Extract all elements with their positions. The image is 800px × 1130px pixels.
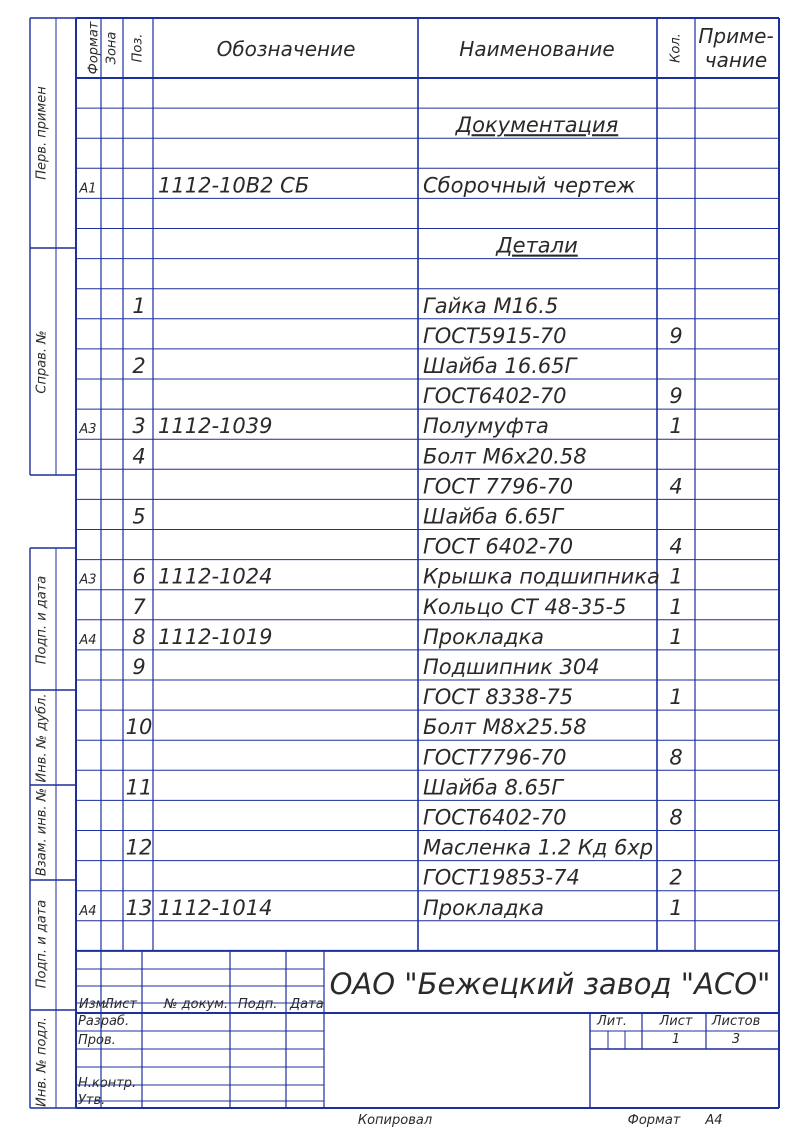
- sheet-footer: [358, 1113, 723, 1128]
- cell-qty: 1: [669, 685, 683, 710]
- cell-name: Крышка подшипника: [423, 564, 660, 589]
- cell-name: Шайба 6.65Г: [423, 504, 563, 529]
- cell-format: А3: [79, 422, 97, 438]
- cell-pos: 11: [125, 775, 153, 800]
- cell-qty: 2: [669, 865, 683, 890]
- company-name: ОАО "Бежецкий завод "АСО": [329, 967, 771, 1001]
- cell-pos: 2: [132, 354, 146, 378]
- cell-name: Болт М8х25.58: [423, 715, 587, 740]
- side-strip: [35, 86, 50, 1107]
- cell-name: ГОСТ 7796-70: [423, 474, 574, 499]
- cell-pos: 4: [132, 444, 146, 469]
- cell-name: Кольцо СТ 48-35-5: [423, 594, 627, 619]
- table-header: [87, 21, 774, 74]
- title-block: [78, 967, 770, 1108]
- title-nkontr: Н.контр.: [78, 1076, 137, 1091]
- cell-pos: 12: [125, 835, 153, 860]
- footer-format-value: А4: [705, 1113, 723, 1128]
- footer-format-label: Формат: [627, 1113, 681, 1128]
- cell-name: Шайба 16.65Г: [423, 354, 577, 378]
- side-vzam-inv-no: Взам. инв. №: [34, 787, 50, 877]
- cell-pos: 10: [125, 715, 153, 740]
- cell-name: ГОСТ 8338-75: [423, 685, 574, 710]
- section-heading: Детали: [496, 233, 578, 258]
- title-col-data: Дата: [290, 997, 324, 1012]
- cell-qty: 1: [669, 594, 683, 619]
- title-prov: Пров.: [78, 1033, 116, 1048]
- cell-pos: 9: [132, 655, 146, 679]
- side-podp-i-data-bottom: Подп. и дата: [34, 899, 50, 989]
- side-sprav-no: Справ. №: [34, 330, 50, 394]
- cell-format: А1: [79, 181, 97, 197]
- cell-designation: 1112-1014: [158, 895, 273, 920]
- title-col-doc: № докум.: [164, 997, 229, 1012]
- title-list-label: Лист: [659, 1014, 693, 1029]
- frame-lines: [30, 18, 779, 1108]
- cell-pos: 6: [132, 564, 146, 589]
- title-lit-label: Лит.: [597, 1014, 627, 1029]
- cell-designation: 1112-1024: [158, 564, 273, 589]
- cell-format: А3: [79, 572, 97, 588]
- cell-qty: 1: [669, 624, 683, 649]
- cell-name: Сборочный чертеж: [423, 173, 636, 198]
- header-qty: Кол.: [668, 33, 684, 63]
- header-format: Формат: [86, 21, 102, 75]
- title-col-list: Лист: [104, 997, 137, 1012]
- section-heading: Документация: [455, 113, 619, 138]
- header-note-line2: чание: [704, 48, 768, 72]
- cell-name: ГОСТ6402-70: [423, 805, 567, 830]
- cell-name: Гайка М16.5: [423, 293, 559, 318]
- cell-name: ГОСТ7796-70: [423, 745, 567, 770]
- cell-qty: 8: [669, 745, 683, 770]
- cell-name: ГОСТ5915-70: [423, 323, 567, 348]
- title-utv: Утв.: [78, 1093, 106, 1108]
- cell-pos: 1: [132, 293, 146, 318]
- cell-qty: 1: [669, 564, 683, 589]
- cell-name: Прокладка: [423, 895, 545, 920]
- title-col-izm: Изм.: [79, 997, 110, 1012]
- cell-qty: 4: [669, 474, 683, 499]
- header-name: Наименование: [459, 37, 615, 61]
- side-podp-i-data-top: Подп. и дата: [34, 575, 50, 665]
- cell-name: Полумуфта: [423, 414, 549, 439]
- header-designation: Обозначение: [216, 37, 356, 61]
- cell-name: Подшипник 304: [423, 655, 600, 679]
- cell-pos: 3: [132, 414, 146, 439]
- cell-qty: 1: [669, 895, 683, 920]
- table-body: [78, 113, 682, 920]
- footer-copied: Копировал: [357, 1113, 433, 1128]
- cell-pos: 13: [125, 895, 153, 920]
- side-inv-no-podl: Инв. № подл.: [34, 1017, 50, 1107]
- cell-qty: 4: [669, 534, 683, 559]
- cell-qty: 8: [669, 805, 683, 830]
- title-list-value: 1: [671, 1032, 681, 1047]
- cell-designation: 1112-10В2 СБ: [158, 173, 310, 198]
- header-note-line1: Приме-: [698, 24, 774, 48]
- title-razrab: Разраб.: [78, 1014, 130, 1029]
- cell-name: Болт М6х20.58: [423, 444, 587, 469]
- cell-qty: 9: [669, 323, 683, 348]
- cell-name: ГОСТ19853-74: [423, 865, 580, 890]
- cell-designation: 1112-1019: [158, 624, 273, 649]
- title-col-podp: Подп.: [238, 997, 278, 1012]
- header-pos: Поз.: [130, 33, 146, 63]
- side-inv-no-dubl: Инв. № дубл.: [34, 693, 50, 783]
- cell-name: Масленка 1.2 Кд 6хр: [423, 835, 654, 860]
- cell-pos: 8: [132, 624, 146, 649]
- header-zone: Зона: [104, 31, 120, 65]
- cell-name: Прокладка: [423, 624, 545, 649]
- cell-format: А4: [79, 903, 97, 919]
- cell-format: А4: [79, 632, 97, 648]
- cell-qty: 9: [669, 384, 683, 409]
- side-perv-primen: Перв. примен: [34, 86, 50, 180]
- title-listov-value: 3: [731, 1032, 741, 1047]
- cell-qty: 1: [669, 414, 683, 439]
- cell-name: ГОСТ 6402-70: [423, 534, 574, 559]
- title-listov-label: Листов: [711, 1014, 761, 1029]
- cell-name: ГОСТ6402-70: [423, 384, 567, 409]
- cell-pos: 7: [132, 594, 146, 619]
- cell-designation: 1112-1039: [158, 414, 273, 439]
- cell-pos: 5: [132, 504, 146, 529]
- cell-name: Шайба 8.65Г: [423, 775, 563, 800]
